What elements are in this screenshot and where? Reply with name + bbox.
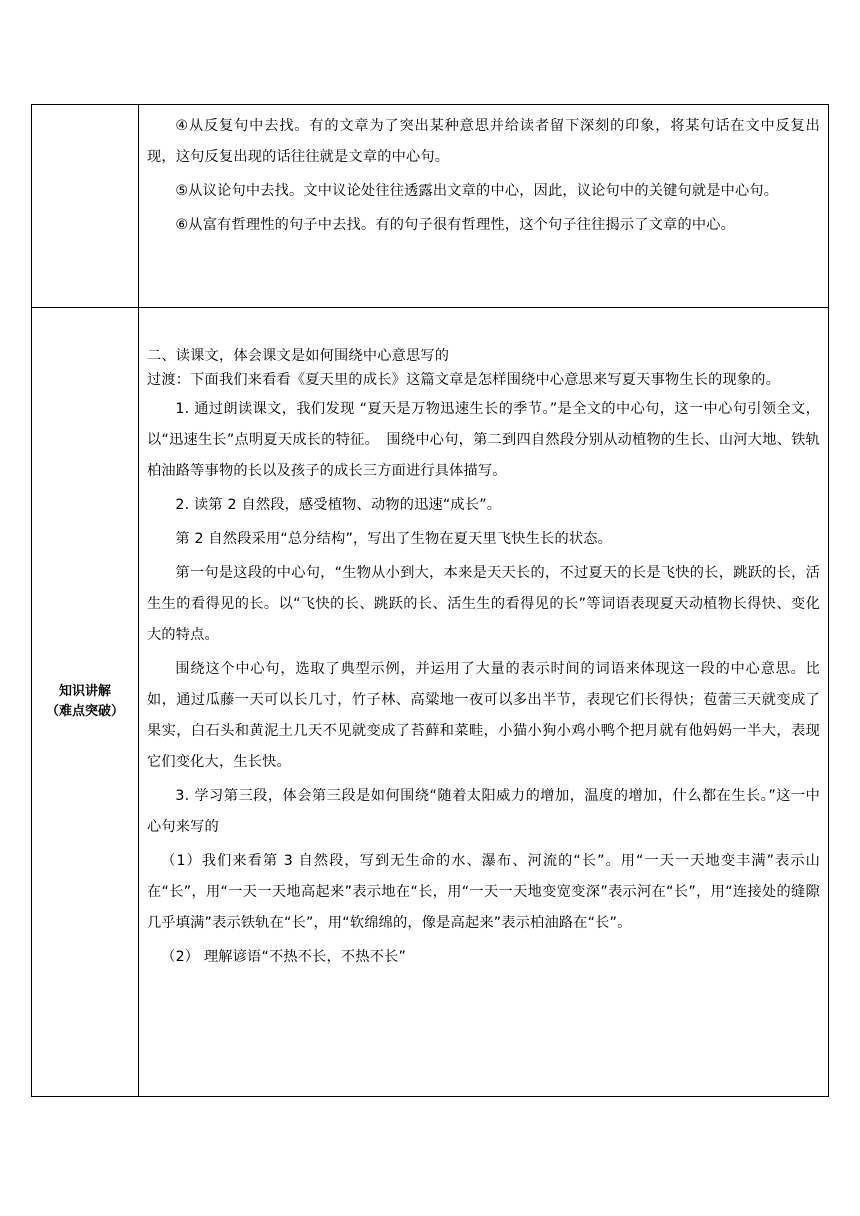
- lesson-table: [31, 104, 829, 1097]
- section-heading: 二、读课文，体会课文是如何围绕中心意思写的: [147, 348, 450, 365]
- content-block: [139, 308, 828, 973]
- paragraph-argument-sentence: ⑤从议论句中去找。文中议论处往往透露出文章的中心，因此，议论句中的关键句就是中心句。: [175, 183, 779, 199]
- row-label-line1: 知识讲解: [58, 684, 111, 700]
- row-label-line2: （难点突破）: [45, 704, 124, 720]
- row-label-cell: [32, 105, 139, 308]
- paragraph-1: 1. 通过朗读课文，我们发现 “夏天是万物迅速生长的季节。”是全文的中心句，这一中心句引领全文，以“迅速生长”点明夏天成长的特征。 围绕中心句，第二到四自然段分别从动植物的生长、山河大地、铁轨柏油路等事物的长以及孩子的成长三方面进行具体描写。: [147, 401, 820, 480]
- transition-text: 过渡：下面我们来看看《夏天里的成长》这篇文章是怎样围绕中心意思来写夏天事物生长的现象的。: [147, 372, 781, 389]
- paragraph-7: （1）我们来看第 3 自然段，写到无生命的水、瀑布、河流的“长”。用“一天一天地变丰满”表示山在“长”，用“一天一天地高起来”表示地在“长，用“一天一天地变宽变深”表示河在“长”，用“连接处的缝隙几乎填满”表示铁轨在“长”，用“软绵绵的，像是高起来”表示柏油路在“长”。: [147, 853, 820, 932]
- table-row: [32, 308, 829, 1097]
- content-cell: [139, 105, 829, 308]
- content-block: [139, 105, 828, 241]
- paragraph-3: 第 2 自然段采用“总分结构”，写出了生物在夏天里飞快生长的状态。: [175, 531, 612, 548]
- paragraph-6: 3. 学习第三段，体会第三段是如何围绕“随着太阳威力的增加，温度的增加，什么都在生长。”这一中心句来写的: [147, 788, 820, 836]
- paragraph-8: （2） 理解谚语“不热不长，不热不长”: [161, 949, 407, 966]
- content-cell: [139, 308, 829, 1097]
- paragraph-5: 围绕这个中心句，选取了典型示例，并运用了大量的表示时间的词语来体现这一段的中心意思。比如，通过瓜藤一天可以长几寸，竹子林、高粱地一夜可以多出半节，表现它们长得快；苞蕾三天就变成了果实，白石头和黄泥土几天不见就变成了苔藓和菜畦，小猫小狗小鸡小鸭个把月就有他妈妈一半大，表现它们变化大，生长快。: [147, 661, 820, 771]
- row-label-cell: [32, 308, 139, 1097]
- paragraph-2: 2. 读第 2 自然段，感受植物、动物的迅速“成长”。: [175, 497, 502, 514]
- paragraph-philosophical-sentence: ⑥从富有哲理性的句子中去找。有的句子很有哲理性，这个句子往往揭示了文章的中心。: [175, 217, 736, 233]
- table-row: [32, 105, 829, 308]
- paragraph-4: 第一句是这段的中心句，“生物从小到大，本来是天天长的，不过夏天的长是飞快的长，跳跃的长，活生生的看得见的长。以“飞快的长、跳跃的长、活生生的看得见的长”等词语表现夏天动植物长得快、变化大的特点。: [147, 565, 820, 644]
- paragraph-repeat-sentence: ④从反复句中去找。有的文章为了突出某种意思并给读者留下深刻的印象，将某句话在文中反复出现，这句反复出现的话往往就是文章的中心句。: [147, 118, 820, 165]
